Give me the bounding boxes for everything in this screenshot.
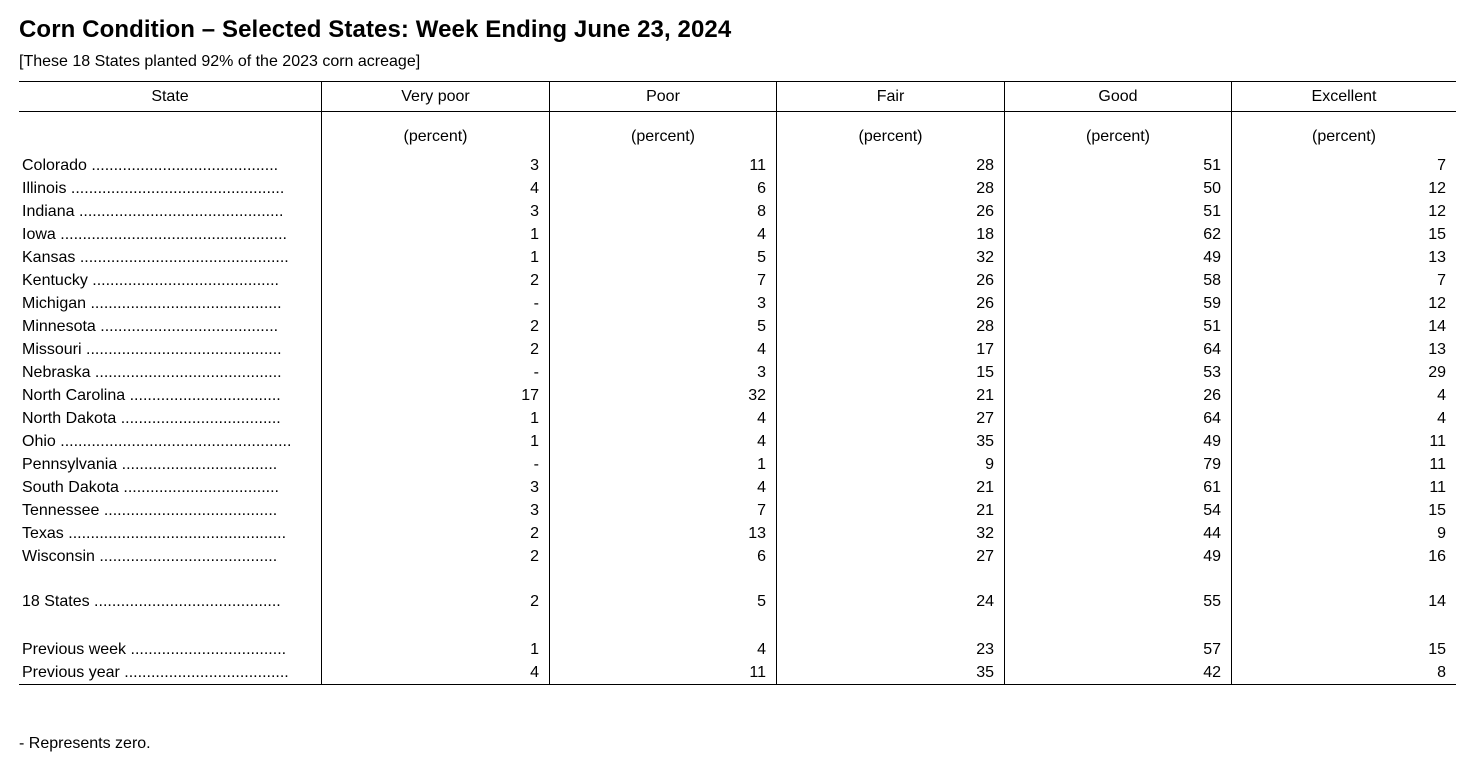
table-row [19,453,1456,476]
table-row [19,476,1456,499]
value-excellent: 7 [1231,269,1456,292]
value-fair: 17 [776,338,1004,361]
value-very-poor: 4 [321,661,549,684]
value-poor: 7 [549,269,776,292]
value-excellent: 29 [1231,361,1456,384]
table-row [19,315,1456,338]
value-poor: 4 [549,223,776,246]
value-poor: 5 [549,246,776,269]
table-row [19,338,1456,361]
row-label: Texas ................................................. [22,524,287,542]
value-poor: 7 [549,499,776,522]
value-good: 50 [1004,177,1231,200]
value-fair: 28 [776,177,1004,200]
unit-cell-state [19,112,321,154]
value-good: 49 [1004,545,1231,568]
row-label: Missouri ............................................ [22,340,282,358]
footnote: - Represents zero. [19,735,151,752]
row-label: Previous year ..................................... [22,663,289,681]
value-very-poor: - [321,453,549,476]
value-good: 26 [1004,384,1231,407]
value-fair: 24 [776,590,1004,613]
value-poor: 5 [549,590,776,613]
value-poor: 5 [549,315,776,338]
column-header-poor: Poor [549,82,776,111]
row-label: North Carolina .................................. [22,386,281,404]
column-header-good: Good [1004,82,1231,111]
value-excellent: 8 [1231,661,1456,684]
row-label: Illinois ................................................ [22,179,285,197]
row-label: 18 States .......................................... [22,592,281,610]
value-excellent: 12 [1231,292,1456,315]
value-good: 64 [1004,338,1231,361]
value-poor: 4 [549,476,776,499]
value-good: 42 [1004,661,1231,684]
value-excellent: 4 [1231,384,1456,407]
value-poor: 4 [549,407,776,430]
unit-cell-good: (percent) [1004,112,1231,154]
column-header-fair: Fair [776,82,1004,111]
value-fair: 32 [776,246,1004,269]
value-excellent: 7 [1231,154,1456,177]
unit-cell-poor: (percent) [549,112,776,154]
value-good: 51 [1004,200,1231,223]
value-good: 57 [1004,638,1231,661]
value-fair: 35 [776,430,1004,453]
value-fair: 26 [776,269,1004,292]
value-very-poor: 3 [321,476,549,499]
value-poor: 1 [549,453,776,476]
value-excellent: 13 [1231,338,1456,361]
value-poor: 11 [549,661,776,684]
value-very-poor: 1 [321,638,549,661]
value-poor: 32 [549,384,776,407]
value-very-poor: 3 [321,200,549,223]
table-row [19,154,1456,177]
row-label: Nebraska .......................................... [22,363,282,381]
value-very-poor: 2 [321,315,549,338]
value-excellent: 14 [1231,590,1456,613]
column-header-excellent: Excellent [1231,82,1456,111]
table-row [19,384,1456,407]
condition-table [19,81,1456,685]
value-fair: 26 [776,292,1004,315]
value-good: 62 [1004,223,1231,246]
value-fair: 23 [776,638,1004,661]
value-poor: 3 [549,292,776,315]
row-label: North Dakota .................................... [22,409,281,427]
value-fair: 28 [776,154,1004,177]
value-very-poor: 3 [321,154,549,177]
value-very-poor: - [321,292,549,315]
column-header-state: State [151,87,189,105]
table-row [19,269,1456,292]
value-excellent: 11 [1231,476,1456,499]
table-row [19,407,1456,430]
row-label: Colorado .......................................... [22,156,279,174]
unit-cell-excellent: (percent) [1231,112,1456,154]
value-good: 54 [1004,499,1231,522]
value-excellent: 15 [1231,499,1456,522]
table-row [19,499,1456,522]
row-label: Tennessee ....................................... [22,501,278,519]
value-fair: 18 [776,223,1004,246]
value-very-poor: 2 [321,590,549,613]
value-good: 58 [1004,269,1231,292]
table-row [19,177,1456,200]
value-very-poor: 2 [321,522,549,545]
value-poor: 6 [549,177,776,200]
row-label: Kansas ............................................... [22,248,289,266]
value-very-poor: 1 [321,430,549,453]
value-good: 53 [1004,361,1231,384]
table-row [19,246,1456,269]
units-row [19,112,1456,154]
value-excellent: 11 [1231,430,1456,453]
value-poor: 6 [549,545,776,568]
row-label: Indiana .............................................. [22,202,284,220]
value-poor: 4 [549,638,776,661]
value-good: 51 [1004,315,1231,338]
value-poor: 4 [549,430,776,453]
states-body [19,154,1456,568]
value-very-poor: 1 [321,407,549,430]
row-label: Minnesota ........................................ [22,317,279,335]
value-very-poor: 17 [321,384,549,407]
row-label: Kentucky .......................................... [22,271,279,289]
total-body [19,590,1456,613]
value-poor: 13 [549,522,776,545]
comparison-row [19,661,1456,684]
value-excellent: 12 [1231,200,1456,223]
value-excellent: 15 [1231,223,1456,246]
table-row [19,430,1456,453]
comparison-body [19,638,1456,684]
table-row [19,361,1456,384]
row-label: Previous week ................................... [22,640,287,658]
value-good: 79 [1004,453,1231,476]
value-fair: 21 [776,499,1004,522]
value-excellent: 11 [1231,453,1456,476]
value-good: 44 [1004,522,1231,545]
value-excellent: 13 [1231,246,1456,269]
spacer-row [19,568,1456,590]
value-excellent: 15 [1231,638,1456,661]
row-label: Michigan ........................................... [22,294,282,312]
column-header-very-poor: Very poor [321,82,549,111]
value-excellent: 16 [1231,545,1456,568]
value-fair: 15 [776,361,1004,384]
table-row [19,545,1456,568]
value-very-poor: 1 [321,246,549,269]
unit-cell-fair: (percent) [776,112,1004,154]
value-fair: 21 [776,476,1004,499]
table-row [19,200,1456,223]
value-very-poor: 2 [321,269,549,292]
total-row [19,590,1456,613]
value-excellent: 9 [1231,522,1456,545]
value-poor: 3 [549,361,776,384]
value-good: 51 [1004,154,1231,177]
value-good: 64 [1004,407,1231,430]
value-very-poor: 2 [321,545,549,568]
value-fair: 21 [776,384,1004,407]
page-title: Corn Condition – Selected States: Week Ending June 23, 2024 [19,16,732,43]
value-fair: 32 [776,522,1004,545]
value-very-poor: 4 [321,177,549,200]
page-subtitle: [These 18 States planted 92% of the 2023 corn acreage] [19,53,421,70]
value-good: 61 [1004,476,1231,499]
table-row [19,292,1456,315]
value-fair: 28 [776,315,1004,338]
value-very-poor: 1 [321,223,549,246]
value-good: 55 [1004,590,1231,613]
value-good: 49 [1004,430,1231,453]
unit-cell-very-poor: (percent) [321,112,549,154]
value-fair: 27 [776,407,1004,430]
row-label: Wisconsin ........................................ [22,547,278,565]
value-good: 49 [1004,246,1231,269]
spacer-row [19,613,1456,638]
row-label: Pennsylvania ................................... [22,455,278,473]
value-fair: 35 [776,661,1004,684]
value-poor: 11 [549,154,776,177]
table-row [19,522,1456,545]
value-excellent: 4 [1231,407,1456,430]
row-label: Iowa ................................................... [22,225,287,243]
value-very-poor: - [321,361,549,384]
value-excellent: 14 [1231,315,1456,338]
value-good: 59 [1004,292,1231,315]
value-poor: 4 [549,338,776,361]
value-fair: 27 [776,545,1004,568]
row-label: Ohio .................................................... [22,432,292,450]
value-poor: 8 [549,200,776,223]
row-label: South Dakota ................................... [22,478,279,496]
value-fair: 26 [776,200,1004,223]
value-excellent: 12 [1231,177,1456,200]
value-very-poor: 3 [321,499,549,522]
comparison-row [19,638,1456,661]
table-header-row [19,82,1456,112]
table-row [19,223,1456,246]
value-very-poor: 2 [321,338,549,361]
value-fair: 9 [776,453,1004,476]
